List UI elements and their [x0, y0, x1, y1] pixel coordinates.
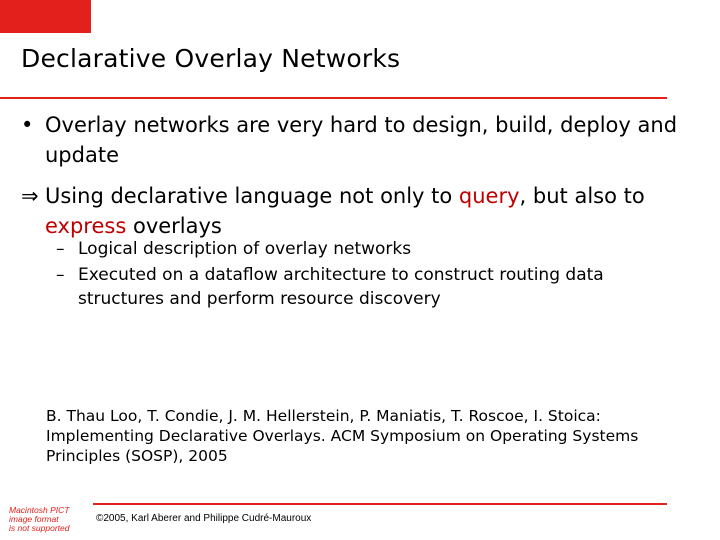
footer-divider [93, 503, 667, 505]
highlight-query: query [458, 184, 520, 208]
bullet-marker: • [21, 113, 34, 137]
bullet-text: Using declarative language not only to query, but also to express overlays [45, 184, 645, 238]
unsupported-image-placeholder: Macintosh PICT image format is not supported [9, 505, 70, 533]
subbullet-dataflow-architecture [56, 263, 658, 311]
corner-accent-block [0, 0, 91, 33]
implies-arrow-icon: ⇒ [21, 184, 39, 208]
bullet-overlay-hard [21, 110, 685, 170]
dash-marker: – [56, 239, 65, 259]
subbullet-text: Logical description of overlay networks [78, 239, 412, 259]
bullet-text: Overlay networks are very hard to design, build, deploy and update [45, 113, 678, 167]
citation-reference: B. Thau Loo, T. Condie, J. M. Hellerstein, P. Maniatis, T. Roscoe, I. Stoica: Implementing Declarative Overlays. ACM Symposium on Operating Systems Principles (SOSP), 2005 [46, 407, 639, 465]
title-divider [0, 97, 667, 99]
copyright-footer: ©2005, Karl Aberer and Philippe Cudré-Mauroux [96, 513, 312, 524]
subbullet-text: Executed on a dataflow architecture to construct routing data structures and perform resource discovery [78, 265, 604, 309]
highlight-express: express [45, 214, 127, 238]
subbullet-logical-description [56, 237, 658, 261]
dash-marker: – [56, 265, 65, 285]
slide-title: Declarative Overlay Networks [21, 44, 401, 73]
bullet-declarative-language [21, 181, 685, 241]
